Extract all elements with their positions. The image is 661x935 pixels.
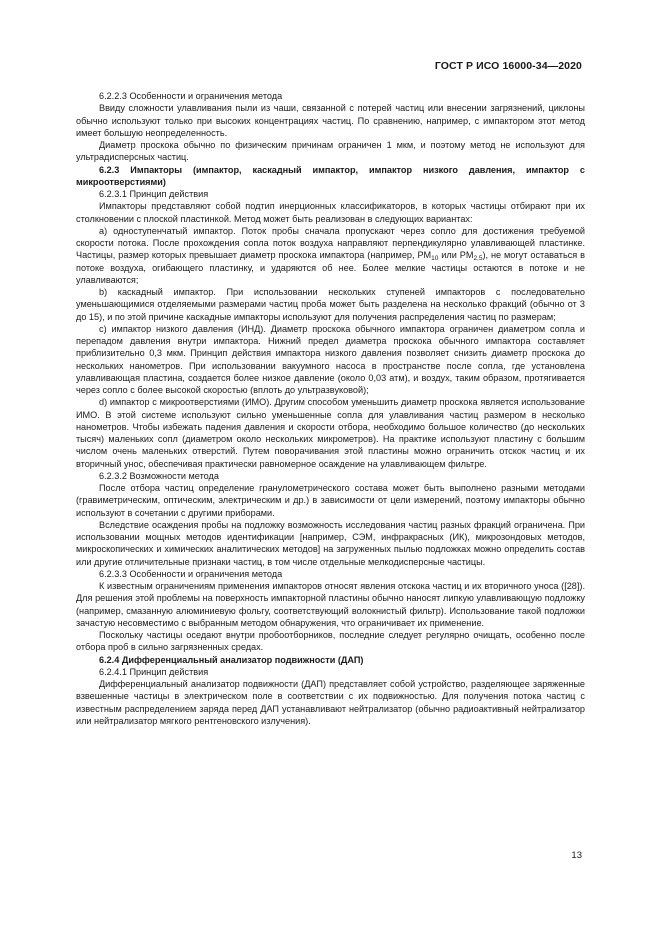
paragraph: Импакторы представляют собой подтип инерционных классификаторов, в которых частицы отбирают при их столкновении с плоской пластинкой. Метод может быть реализован в следующих вариантах:	[76, 201, 585, 224]
subsection-heading: 6.2.2.3 Особенности и ограничения метода	[99, 91, 283, 101]
list-item-text: или PM	[438, 250, 474, 261]
paragraph: Поскольку частицы оседают внутри пробоотборников, последние следует регулярно очищать, особенно после отбора проб в сильно загрязненных средах.	[76, 630, 585, 653]
paragraph: Вследствие осаждения пробы на подложку возможность исследования частиц разных фракций ограничена. При использовании мощных методов идентификации [например, СЭМ, инфракрасных (ИК), микрозондовых методов, микроскопических и химических аналитических методов] на загруженных пылью подложках можно определить состав или другие отличительные признаки частиц, в том числе отдельные мелкодисперсные частицы.	[76, 519, 585, 567]
subscript: 2,5	[473, 255, 483, 263]
subsection-heading: 6.2.3.1 Принцип действия	[99, 189, 209, 199]
document-body	[76, 90, 585, 727]
list-item-text: a) одноступенчатый импактор. Поток пробы сначала пропускают через сопло для достижения требуемой скорости потока. После прохождения сопла поток воздуха направляют перпендикулярно улавливающей пластинке. Частицы, размер которых превышает диаметр проскока импактора (например, PM	[76, 225, 585, 261]
subsection-heading: 6.2.4.1 Принцип действия	[99, 666, 209, 677]
section-heading: 6.2.4 Дифференциальный анализатор подвижности (ДАП)	[99, 654, 364, 665]
list-item-text: ), не могут оставаться в потоке воздуха, огибающего пластинку, и ударяются об нее. Более мелкие частицы остаются в потоке и не улавливаются;	[76, 250, 585, 285]
paragraph: Ввиду сложности улавливания пыли из чаши, связанной с потерей частиц или внесении загрязнений, циклоны обычно используют только при высоких концентрациях частиц. По сравнению, например, с импактором этот метод имеет большую неопределенность.	[76, 103, 585, 138]
page-number: 13	[571, 850, 582, 861]
list-item: c) импактор низкого давления (ИНД). Диаметр проскока обычного импактора ограничен диаметром сопла и перепадом давления внутри импактора. Нижний предел диаметра проскока обычного импактора составляет приблизительно 0,3 мкм. Принцип действия импактора низкого давления позволяет снизить диаметр проскока до нескольких нанометров. При использовании вакуумного насоса в пространстве после сопла, где установлена улавливающая пластина, создается более низкое давление (около 0,03 атм), и воздух, таким образом, протягивается через сопло с более высокой скоростью (вплоть до ультразвуковой);	[76, 323, 585, 395]
document-code-header: ГОСТ Р ИСО 16000-34—2020	[434, 60, 582, 72]
paragraph: После отбора частиц определение гранулометрического состава может быть выполнено разными методами (гравиметрическим, оптическим, электрическим и др.) в зависимости от цели измерений, поэтому импакторы обычно используют в сочетании с другими приборами.	[76, 483, 585, 518]
section-heading: 6.2.3 Импакторы (импактор, каскадный импактор, импактор низкого давления, импактор с микроотверстиями)	[76, 164, 585, 187]
subsection-heading: 6.2.3.2 Возможности метода	[99, 470, 219, 481]
paragraph: Диаметр проскока обычно по физическим причинам ограничен 1 мкм, и поэтому метод не используют для ультрадисперсных частиц.	[76, 140, 585, 163]
subscript: 10	[431, 255, 439, 263]
list-item: b) каскадный импактор. При использовании нескольких ступеней импакторов с последовательно уменьшающимися отделяемыми размерами частиц проба может быть разделена на несколько фракций (обычно от 3 до 15), и по этой причине каскадные импакторы используют для получения распределения частиц по размерам;	[76, 287, 585, 322]
paragraph: Дифференциальный анализатор подвижности (ДАП) представляет собой устройство, разделяющее заряженные взвешенные частицы в электрическом поле в соответствии с их подвижностью. Для получения потока частиц с известным распределением заряда перед ДАП устанавливают нейтрализатор (обычно радиоактивный нейтрализатор или нейтрализатор мягкого рентгеновского излучения).	[76, 679, 585, 726]
list-item	[76, 225, 585, 286]
paragraph: К известным ограничениям применения импакторов относят явления отскока частиц и их вторичного уноса ([28]). Для решения этой проблемы на поверхность импакторной пластины обычно наносят липкую улавливающую подложку (например, смазанную алюминиевую фольгу, соответствующий волокнистый фильтр). Использование такой подложки зачастую несовместимо с выбранным методом обнаружения, что ограничивает их применение.	[76, 581, 585, 628]
subsection-heading: 6.2.3.3 Особенности и ограничения метода	[99, 568, 283, 579]
list-item: d) импактор с микроотверстиями (ИМО). Другим способом уменьшить диаметр проскока является использование ИМО. В этой системе используют сильно уменьшенные сопла для улавливания частиц размером в несколько нанометров. Чтобы избежать падения давления и скорости отбора, необходимо большое количество (до нескольких тысяч) маленьких сопл (диаметром около нескольких микрометров). На практике используют пластину с большим числом очень маленьких отверстий. Путем поворачивания этой пластины можно ограничить отскок частиц и их вторичный унос, обеспечивая практически равномерное осаждение на улавливающем фильтре.	[76, 397, 585, 469]
